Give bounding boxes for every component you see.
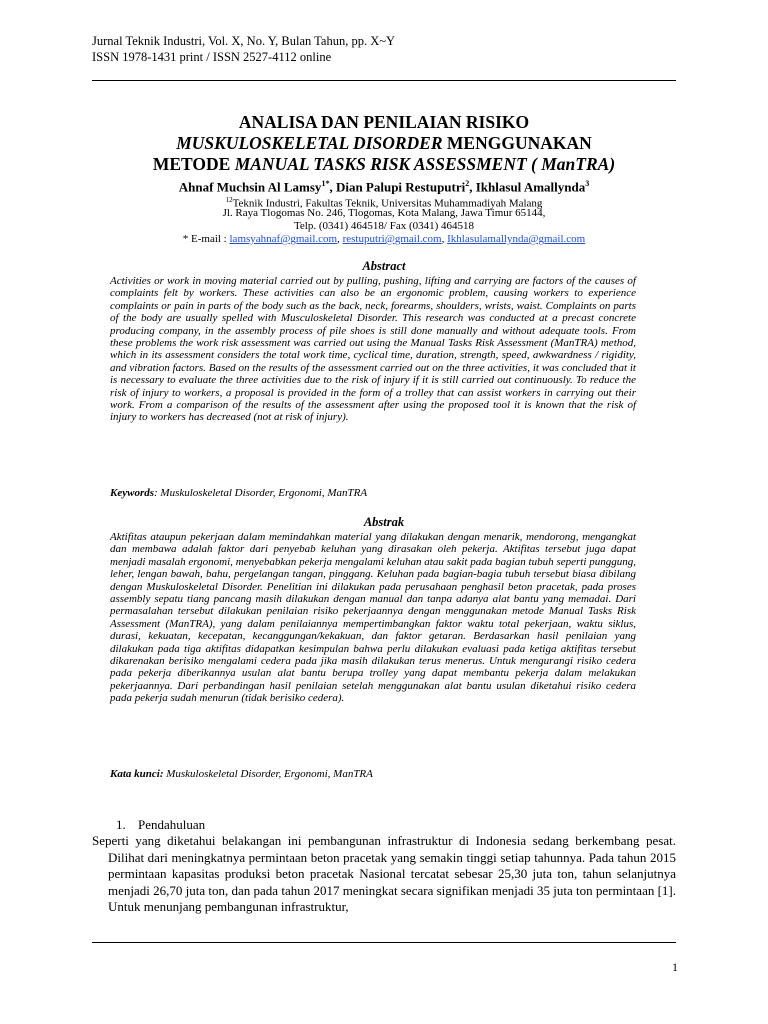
email-link-2[interactable]: restuputri@gmail.com <box>342 233 442 245</box>
title-rest-2: MENGGUNAKAN <box>442 133 592 153</box>
kata-kunci-label: Kata kunci: <box>110 768 164 780</box>
issn-line: ISSN 1978-1431 print / ISSN 2527-4112 online <box>92 50 332 64</box>
abstrak-text: Aktifitas ataupun pekerjaan dalam memindahkan material yang dilakukan dengan menarik, mendorong, mengangkat dan membawa adalah faktor dari penyebab keluhan yang dirasakan oleh pekerja. Aktifitas tersebut juga dapat menjadi masalah ergonomi, menyebabkan pekerja mengalami keluhan atau sakit pada bagian tubuh seperti punggung, leher, lengan bawah, bahu, pergelangan tangan, pinggang. Keluhan pada bagian-bagia tubuh tersebut biasa dibilang dengan Muskuloskeletal Disorder. Penelitian ini dilakukan pada perusahaan penghasil beton pracetak, pada proses assembly sepatu tiang pancang masih dilakukan dengan manual dan tanpa adanya alat bantu yang memadai. Dari permasalahan tersebut dilakukan penilaian risiko pekerjaannya dengan menggunakan metode Manual Tasks Risk Assessment (ManTRA), yang dalam penilaiannya mempertimbangkan faktor waktu total pekerjaan, waktu siklus, durasi, kekuatan, kecepatan, kecanggungan/kekakuan, dan faktor getaran. Berdasarkan hasil penilaian yang dilakukan pada tiga aktifitas didapatkan kesimpulan bahwa perlu dilakukan evaluasi pada ketiga aktifitas tersebut dikarenakan berisiko mengalami cedera pada jika masih dilakukan terus menerus. Untuk mengurangi risiko cedera pada pekerja diberikannya usulan alat bantu berupa trolley yang dapat membantu pekerja dalam melakukan pekerjaannya. Dari perbandingan hasil penilaian setelah menggunakan alat bantu usulan diketahui risiko cedera pada pekerja sudah menurun (tidak berisiko cedera). <box>110 531 636 705</box>
section-number: 1. <box>116 817 126 832</box>
abstract-text: Activities or work in moving material carried out by pulling, pushing, lifting and carrying are factors of the causes of complaints felt by workers. These activities can also be an ergonomic problem, causing workers to experience complaints or pain in parts of the body such as the back, neck, forearms, shoulders, wrists, waist. Complaints on parts of the body are usually spelled with Musculoskeletal Disorder. This research was conducted at a precast concrete producing company, in the assembly process of pile shoes is still done manually and without adequate tools. From these problems the work risk assessment was carried out using the Manual Tasks Risk Assessment (ManTRA) method, which in its assessment considers the total work time, cyclical time, duration, strength, speed, awkwardness / rigidity, and vibration factors. Based on the results of the assessment carried out on the three activities, it was concluded that it is necessary to evaluate the three activities due to the risk of injury if it is still carried out continuously. To reduce the risk of injury to workers, a proposal is provided in the form of a trolley that can assist workers in carrying out their work. From a comparison of the results of the assessment after using the proposed tool it is known that the risk of injury to workers has decreased (not at risk of injury). <box>110 275 636 424</box>
title-italic-1: MUSKULOSKELETAL DISORDER <box>176 133 443 153</box>
abstract-heading: Abstract <box>362 259 406 273</box>
author-1: Ahnaf Muchsin Al Lamsy <box>178 179 322 195</box>
author-3-sup: 3 <box>585 179 590 188</box>
author-3: , Ikhlasul Amallynda <box>469 179 586 195</box>
journal-citation: Jurnal Teknik Industri, Vol. X, No. Y, Bulan Tahun, pp. X~Y <box>92 34 396 48</box>
section-heading <box>116 817 205 833</box>
section-title: Pendahuluan <box>138 817 206 832</box>
intro-paragraph: Seperti yang diketahui belakangan ini pembangunan infrastruktur di Indonesia sedang berkembang pesat. Dilihat dari meningkatnya permintaan beton pracetak yang semakin tinggi setiap tahunnya. Pada tahun 2015 permintaan kapasitas produksi beton pracetak Nasional tercatat sebesar 25,30 juta ton, tahun selanjutnya menjadi 26,70 juta ton, dan pada tahun 2017 meningkat secara signifikan menjadi 35 juta ton permintaan [1]. Untuk menunjang pembangunan infrastruktur, <box>92 833 676 915</box>
title-italic-3: MANUAL TASKS RISK ASSESSMENT ( ManTRA) <box>234 154 616 174</box>
kata-kunci-line <box>110 768 636 780</box>
affiliation-address: Jl. Raya Tlogomas No. 246, Tlogomas, Kota Malang, Jawa Timur 65144, <box>222 207 546 219</box>
page-number: 1 <box>672 960 678 974</box>
keywords-label: Keywords <box>110 487 154 499</box>
kata-kunci-values: Muskuloskeletal Disorder, Ergonomi, ManTRA <box>163 768 373 780</box>
keywords-values: : Muskuloskeletal Disorder, Ergonomi, ManTRA <box>154 487 368 499</box>
email-link-3[interactable]: Ikhlasulamallynda@gmail.com <box>447 233 586 245</box>
title-line-3 <box>92 154 676 175</box>
journal-header <box>92 33 395 65</box>
abstrak-heading: Abstrak <box>363 515 405 529</box>
title-line-1: ANALISA DAN PENILAIAN RISIKO <box>238 112 530 132</box>
title-line-2 <box>92 133 676 154</box>
footer-rule <box>92 942 676 943</box>
author-2-sup: 2 <box>465 179 470 188</box>
affiliation-emails: * E-mail : lamsyahnaf@gmail.com, restuputri@gmail.com, Ikhlasulamallynda@gmail.com <box>182 233 586 245</box>
title-start-3: METODE <box>152 154 235 174</box>
affiliation-phone: Telp. (0341) 464518/ Fax (0341) 464518 <box>293 220 475 232</box>
author-2: , Dian Palupi Restuputri <box>329 179 466 195</box>
author-1-sup: 1* <box>321 179 330 188</box>
header-rule <box>92 80 676 81</box>
email-link-1[interactable]: lamsyahnaf@gmail.com <box>229 233 338 245</box>
keywords-line <box>110 487 636 499</box>
email-label: * E-mail : <box>182 233 230 245</box>
affiliation-sup: 12 <box>225 196 233 204</box>
paper-title <box>92 112 676 175</box>
affiliation-dept-text: Teknik Industri, Fakultas Teknik, Universitas Muhammadiyah Malang <box>232 197 543 210</box>
